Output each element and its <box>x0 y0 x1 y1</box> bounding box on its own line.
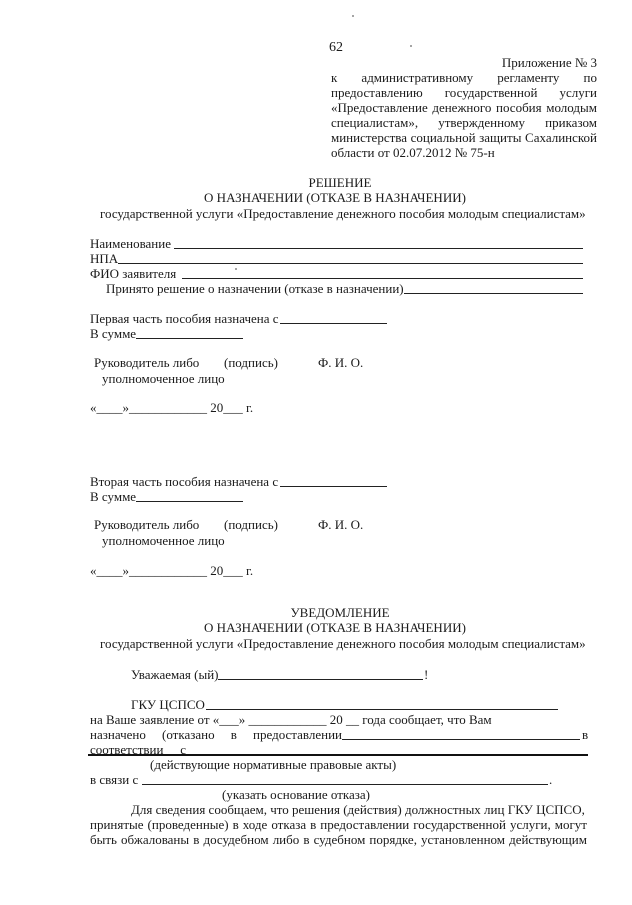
amount-line[interactable] <box>136 338 243 339</box>
assigned-left <box>90 727 342 742</box>
field-npa-line[interactable] <box>118 263 583 264</box>
due-to-end: . <box>549 772 553 787</box>
date-line: «____»____________ 20___ г. <box>90 400 254 415</box>
field-applicant-line[interactable] <box>182 278 583 279</box>
notice-service: государственной услуги «Предоставление денежного пособия молодым специалистам» <box>100 636 586 651</box>
due-to-label: в связи с <box>90 772 139 787</box>
greeting-label: Уважаемая (ый) <box>131 667 219 682</box>
legal-acts-hint: (действующие нормативные правовые акты) <box>150 757 397 772</box>
assigned-left-text: назначено (отказано в предоставлении <box>90 727 342 742</box>
field-applicant-label: ФИО заявителя <box>90 266 177 281</box>
second-part-date-line[interactable] <box>280 486 387 487</box>
decision-made-label: Принято решение о назначении (отказе в назначении) <box>106 281 404 296</box>
field-name-label: Наименование <box>90 236 171 251</box>
greeting-line[interactable] <box>218 679 423 680</box>
authorized-person-label: уполномоченное лицо <box>102 371 225 386</box>
appendix-block <box>331 55 597 160</box>
appendix-line: к административному регламенту по <box>331 70 597 85</box>
first-part-label: Первая часть пособия назначена с <box>90 311 279 326</box>
decision-title: РЕШЕНИЕ <box>308 175 372 190</box>
info-line-1-box <box>131 802 585 817</box>
scan-speck <box>352 15 354 17</box>
decision-made-line[interactable] <box>404 293 583 294</box>
info-line: принятые (проведенные) в ходе отказа в предоставлении государственной услуги, могут <box>90 817 587 832</box>
signature-label: (подпись) <box>224 355 278 370</box>
notice-subtitle: О НАЗНАЧЕНИИ (ОТКАЗЕ В НАЗНАЧЕНИИ) <box>204 620 466 635</box>
head-label: Руководитель либо <box>94 355 200 370</box>
decision-subtitle: О НАЗНАЧЕНИИ (ОТКАЗЕ В НАЗНАЧЕНИИ) <box>204 190 466 205</box>
date-line2: «____»____________ 20___ г. <box>90 563 254 578</box>
authorized-person2-label: уполномоченное лицо <box>102 533 225 548</box>
assigned-right: в <box>582 727 589 742</box>
due-to-line[interactable] <box>142 784 548 785</box>
notice-title: УВЕДОМЛЕНИЕ <box>290 605 390 620</box>
second-part-label: Вторая часть пособия назначена с <box>90 474 279 489</box>
agency-line[interactable] <box>206 709 558 710</box>
page-number: 62 <box>329 40 343 55</box>
fio-label: Ф. И. О. <box>318 355 364 370</box>
request-line: на Ваше заявление от «___» ____________ 20 __ года сообщает, что Вам <box>90 712 492 727</box>
info-line-2-box <box>90 817 587 832</box>
appendix-title: Приложение № 3 <box>501 55 597 70</box>
info-line: Для сведения сообщаем, что решения (действия) должностных лиц ГКУ ЦСПСО, <box>131 802 585 817</box>
decision-service: государственной услуги «Предоставление денежного пособия молодым специалистам» <box>100 206 586 221</box>
greeting-end: ! <box>424 667 429 682</box>
amount-label: В сумме <box>90 326 137 341</box>
accordance-line[interactable] <box>88 754 588 756</box>
info-line: быть обжалованы в досудебном либо в судебном порядке, установленном действующим <box>90 832 587 847</box>
amount2-label: В сумме <box>90 489 137 504</box>
field-name-line[interactable] <box>174 248 583 249</box>
appendix-line: области от 02.07.2012 № 75-н <box>331 145 495 160</box>
amount2-line[interactable] <box>136 501 243 502</box>
appendix-line: специалистам», утвержденному приказом <box>331 115 597 130</box>
field-npa-label: НПА <box>90 251 119 266</box>
head2-label: Руководитель либо <box>94 517 200 532</box>
appendix-line: предоставлению государственной услуги <box>331 85 597 100</box>
first-part-date-line[interactable] <box>280 323 387 324</box>
reason-hint: (указать основание отказа) <box>222 787 371 802</box>
signature2-label: (подпись) <box>224 517 278 532</box>
scan-speck <box>235 268 237 270</box>
accordance-label: соответствии с <box>90 742 186 757</box>
assigned-line[interactable] <box>342 739 580 740</box>
appendix-line: «Предоставление денежного пособия молодым <box>331 100 597 115</box>
appendix-line: министерства социальной защиты Сахалинской <box>331 130 597 145</box>
scan-speck <box>410 45 412 47</box>
fio2-label: Ф. И. О. <box>318 517 364 532</box>
info-line-3-box <box>90 832 587 847</box>
agency-label: ГКУ ЦСПСО <box>131 697 205 712</box>
